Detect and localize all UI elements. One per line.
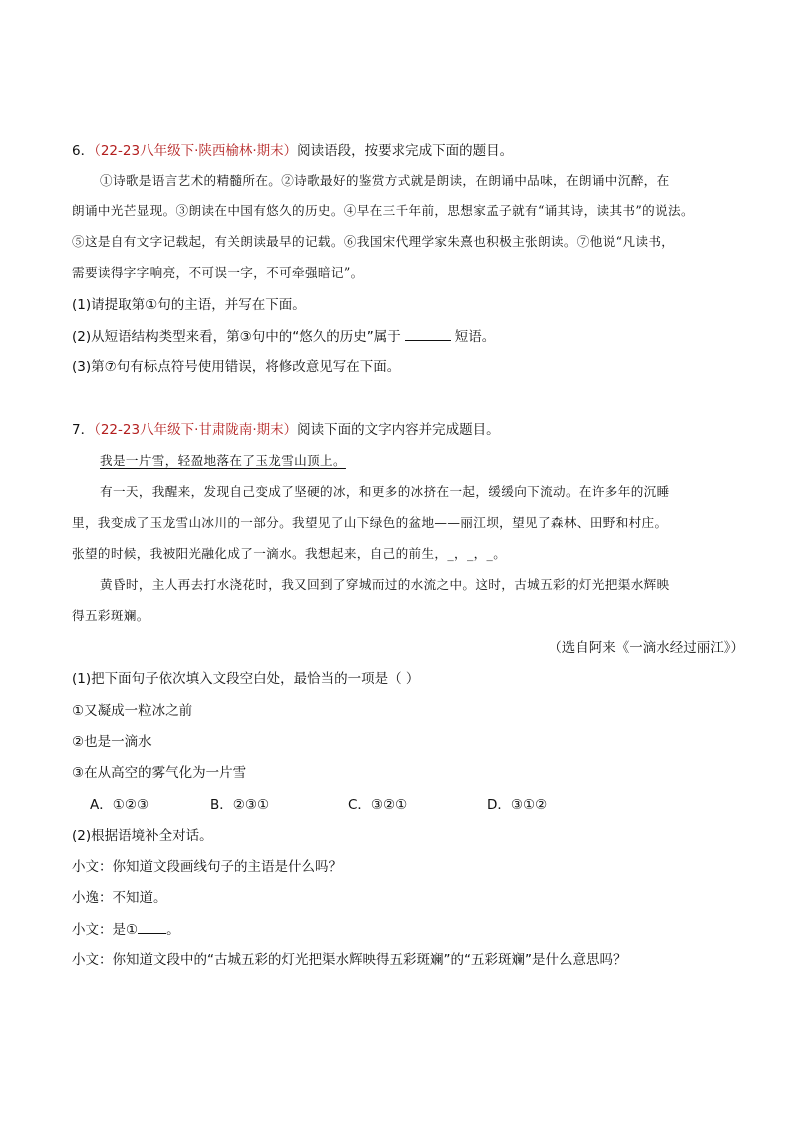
passage-line: ①诗歌是语言艺术的精髓所在。②诗歌最好的鉴赏方式就是朗读，在朗诵中品味，在朗诵中沉醉，在 — [100, 173, 670, 188]
sub-question-1: (1)请提取第①句的主语，并写在下面。 — [72, 297, 306, 313]
choice-a[interactable]: A．①②③ — [90, 797, 150, 813]
question-prompt: 阅读语段，按要求完成下面的题目。 — [297, 143, 514, 159]
dialog-line: 小逸：不知道。 — [72, 890, 167, 906]
sub-question-1: (1)把下面句子依次填入文段空白处，最恰当的一项是（ ） — [72, 671, 420, 687]
question-number: 6． — [72, 143, 95, 159]
sub-question-2: (2)根据语境补全对话。 — [72, 828, 213, 844]
question-number: 7． — [72, 422, 95, 438]
passage-line: 需要读得字字响亮，不可误一字，不可牵强暗记”。 — [72, 265, 364, 280]
citation: （选自阿来《一滴水经过丽江》） — [548, 640, 744, 656]
question-source: （22-23八年级下·陕西榆林·期末） — [94, 143, 298, 159]
passage-line: 有一天，我醒来，发现自己变成了坚硬的冰，和更多的冰挤在一起，缓缓向下流动。在许多年的沉睡 — [100, 484, 670, 499]
gap-marks: _，_，_。 — [447, 546, 507, 561]
choice-d[interactable]: D．③①② — [487, 797, 548, 813]
sentence-option: ①又凝成一粒冰之前 — [72, 703, 193, 719]
answer-blank[interactable] — [405, 326, 451, 341]
passage-line: ⑤这是自有文字记载起，有关朗读最早的记载。⑥我国宋代理学家朱熹也积极主张朗读。⑦他说“凡读书， — [72, 234, 675, 249]
sentence-option: ②也是一滴水 — [72, 734, 152, 750]
answer-blank[interactable] — [138, 919, 166, 934]
dialog-line: 小文：你知道文段中的“古城五彩的灯光把渠水辉映得五彩斑斓”的“五彩斑斓”是什么意思吗？ — [72, 952, 627, 968]
question-7-header — [72, 420, 500, 440]
dialog-line: 小文：你知道文段画线句子的主语是什么吗？ — [72, 859, 342, 875]
sub-question-2: (2)从短语结构类型来看，第③句中的“悠久的历史”属于 短语。 — [72, 326, 495, 347]
choice-b[interactable]: B．②③① — [210, 797, 270, 813]
dialog-line: 小文：是① 。 — [72, 919, 180, 940]
passage-line: 黄昏时，主人再去打水浇花时，我又回到了穿城而过的水流之中。这时，古城五彩的灯光把渠水辉映 — [100, 577, 670, 592]
passage-line: 里，我变成了玉龙雪山冰川的一部分。我望见了山下绿色的盆地——丽江坝，望见了森林、田野和村庄。 — [72, 515, 668, 530]
underlined-sentence: 我是一片雪，轻盈地落在了玉龙雪山顶上。 — [100, 453, 346, 468]
question-prompt: 阅读下面的文字内容并完成题目。 — [297, 422, 500, 438]
choice-c[interactable]: C．③②① — [348, 797, 408, 813]
passage-line: 张望的时候，我被阳光融化成了一滴水。我想起来，自己的前生，_，_，_。 — [72, 546, 507, 561]
question-6-header — [72, 141, 513, 161]
question-source: （22-23八年级下·甘肃陇南·期末） — [94, 422, 298, 438]
passage-line: 得五彩斑斓。 — [72, 608, 150, 623]
sub-question-3: (3)第⑦句有标点符号使用错误，将修改意见写在下面。 — [72, 359, 401, 375]
sentence-option: ③在从高空的雾气化为一片雪 — [72, 765, 247, 781]
passage-line: 朗诵中光芒显现。③朗读在中国有悠久的历史。④早在三千年前，思想家孟子就有“诵其诗，读其书”的说法。 — [72, 203, 694, 218]
